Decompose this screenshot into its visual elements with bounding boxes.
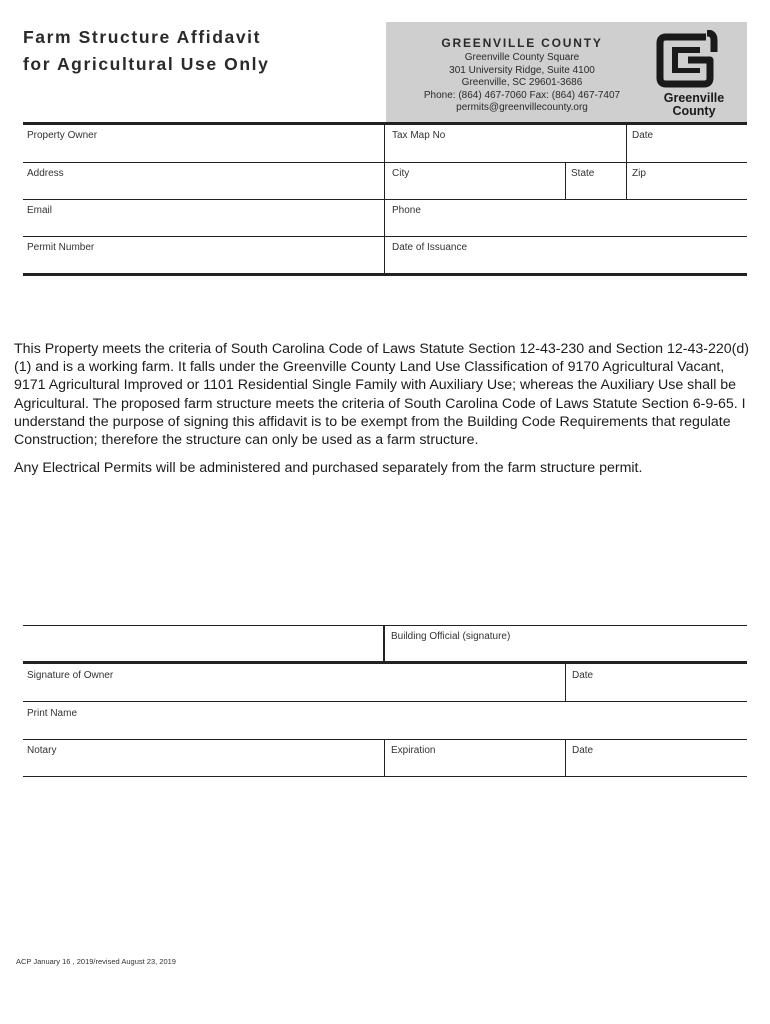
building-official-signature-field[interactable]: Building Official (signature) bbox=[391, 631, 511, 642]
grid-rule-3 bbox=[23, 236, 747, 237]
notary-field[interactable]: Notary bbox=[27, 745, 57, 756]
expiration-field[interactable]: Expiration bbox=[391, 745, 436, 756]
county-name: GREENVILLE COUNTY bbox=[441, 36, 603, 50]
phone-field[interactable]: Phone bbox=[392, 205, 421, 216]
county-address-line-1: Greenville County Square bbox=[464, 52, 580, 63]
sig-thick-rule bbox=[23, 661, 747, 664]
sig-divider-date-2 bbox=[565, 739, 566, 777]
grid-divider-zip bbox=[626, 162, 627, 200]
grid-bottom-rule bbox=[23, 273, 747, 276]
form-title-line-1: Farm Structure Affidavit bbox=[23, 27, 262, 47]
owner-signature-field[interactable]: Signature of Owner bbox=[27, 670, 114, 681]
greenville-county-logo bbox=[652, 30, 736, 120]
county-email: permits@greenvillecounty.org bbox=[456, 102, 588, 114]
grid-divider-main bbox=[384, 124, 385, 274]
sig-top-rule bbox=[23, 625, 747, 626]
email-field[interactable]: Email bbox=[27, 205, 53, 216]
county-address-line-2: 301 University Ridge, Suite 4100 bbox=[449, 64, 595, 76]
sig-bottom-rule bbox=[23, 776, 747, 777]
address-field[interactable]: Address bbox=[27, 168, 64, 179]
sig-rule-1 bbox=[23, 701, 747, 702]
date-field[interactable]: Date bbox=[632, 130, 654, 141]
zip-field[interactable]: Zip bbox=[632, 168, 646, 179]
county-header bbox=[386, 22, 747, 122]
grid-rule-2 bbox=[23, 199, 747, 200]
form-title-line-2: for Agricultural Use Only bbox=[23, 54, 270, 74]
sig-divider-date bbox=[565, 663, 566, 702]
statement-paragraph-1: This Property meets the criteria of South Carolina Code of Laws Statute Section 12-43-230 and Section 12-43-220(d)(1) and is a working farm. It falls under the Greenville County Land Use Classification of 9170 Agricultural Vacant, 9171 Agricultural Improved or 1101 Residential Single Family with Auxiliary Use; whereas the Auxiliary Use shall be Agricultural. The proposed farm structure meets the criteria of South Carolina Code of Laws Statute Section 6-9-65. I understand the purpose of signing this affidavit is to be exempt from the Building Code Requirements that regulate Construction; therefore the structure can only be used as a farm structure. bbox=[14, 341, 750, 449]
logo-word-greenville: Greenville bbox=[663, 91, 725, 105]
county-g-logo-icon bbox=[652, 30, 736, 92]
property-owner-field[interactable]: Property Owner bbox=[27, 130, 98, 141]
state-field[interactable]: State bbox=[571, 168, 595, 179]
sig-divider-official bbox=[383, 625, 385, 662]
statement-paragraph-2: Any Electrical Permits will be administered and purchased separately from the farm structure permit. bbox=[14, 460, 643, 477]
sig-divider-expiration bbox=[384, 739, 385, 777]
county-address-line-3: Greenville, SC 29601-3686 bbox=[461, 77, 583, 89]
notary-date-field[interactable]: Date bbox=[572, 745, 594, 756]
grid-top-rule bbox=[23, 122, 747, 125]
print-name-field[interactable]: Print Name bbox=[27, 708, 78, 719]
tax-map-no-field[interactable]: Tax Map No bbox=[392, 130, 446, 141]
county-phone-fax: Phone: (864) 467-7060 Fax: (864) 467-7407 bbox=[423, 89, 621, 101]
form-title bbox=[23, 24, 269, 78]
permit-number-field[interactable]: Permit Number bbox=[27, 242, 95, 253]
grid-rule-1 bbox=[23, 162, 747, 163]
logo-word-county: County bbox=[672, 104, 716, 118]
grid-divider-date bbox=[626, 124, 627, 163]
county-contact-info bbox=[386, 52, 658, 115]
date-of-issuance-field[interactable]: Date of Issuance bbox=[392, 242, 468, 253]
affidavit-statement bbox=[14, 340, 754, 477]
revision-footer: ACP January 16 , 2019/revised August 23, 2019 bbox=[16, 957, 176, 966]
sig-rule-2 bbox=[23, 739, 747, 740]
grid-divider-state bbox=[565, 162, 566, 200]
owner-signature-date-field[interactable]: Date bbox=[572, 670, 594, 681]
city-field[interactable]: City bbox=[392, 168, 410, 179]
